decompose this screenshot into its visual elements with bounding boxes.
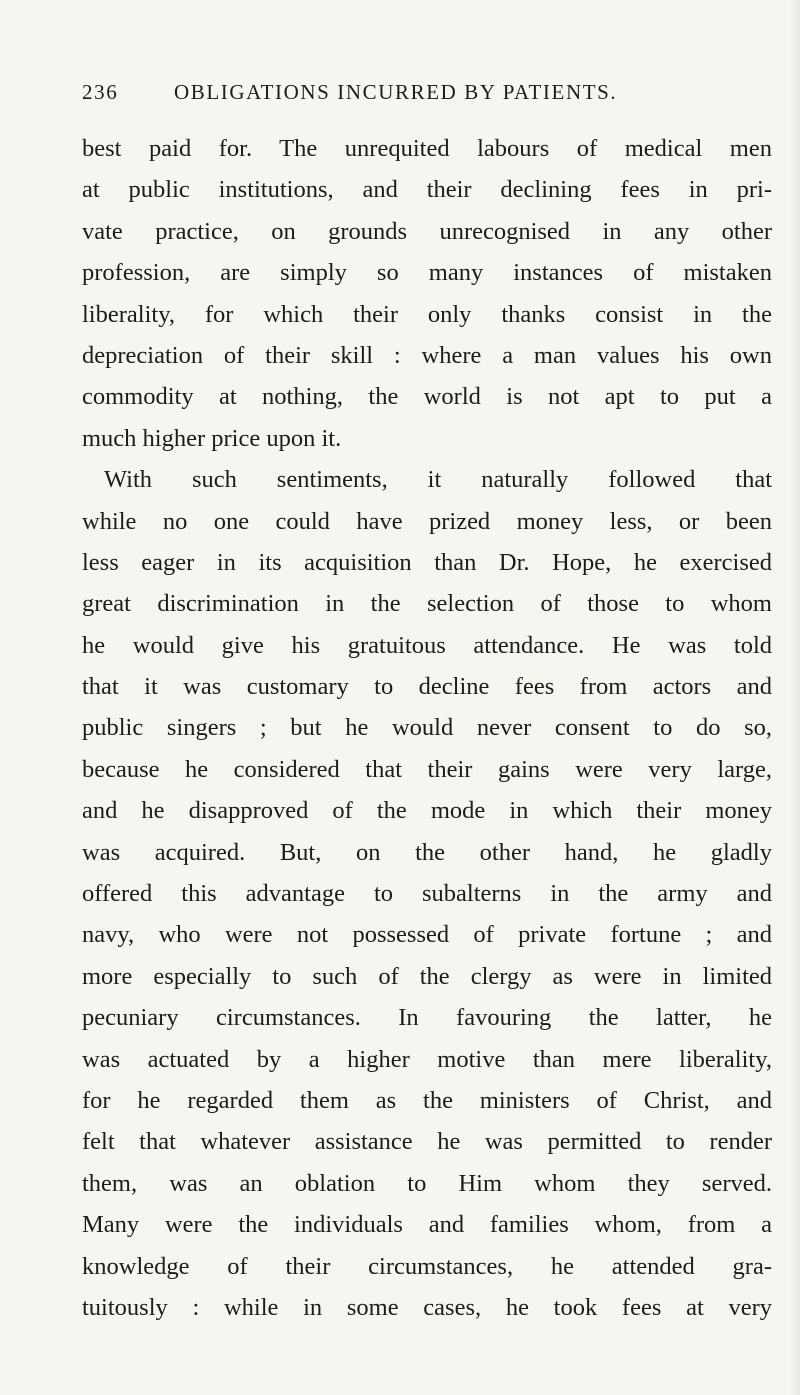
running-head-title: OBLIGATIONS INCURRED BY PATIENTS. [174,80,618,104]
text-line-paragraph-end: much higher price upon it. [82,424,342,452]
text-line: for he regarded them as the ministers of Christ, and [82,1086,772,1114]
text-line: because he considered that their gains were very large, [82,755,772,783]
text-line: vate practice, on grounds unrecognised in any other [82,217,772,245]
text-line: more especially to such of the clergy as were in limited [82,962,772,990]
text-line: commodity at nothing, the world is not apt to put a [82,383,772,411]
text-line: great discrimination in the selection of those to whom [82,590,772,618]
text-line: at public institutions, and their declining fees in pri- [82,176,772,204]
text-line: less eager in its acquisition than Dr. Hope, he exercised [82,548,772,576]
text-line: knowledge of their circumstances, he attended gra- [82,1252,772,1280]
text-line: offered this advantage to subalterns in the army and [82,880,772,908]
text-line: pecuniary circumstances. In favouring the latter, he [82,1004,772,1032]
text-line: navy, who were not possessed of private fortune ; and [82,921,772,949]
page-number: 236 [82,80,119,104]
text-line: and he disapproved of the mode in which their money [82,797,772,825]
text-line: that it was customary to decline fees from actors and [82,673,772,701]
text-line: while no one could have prized money less, or been [82,507,772,535]
running-head [82,80,772,120]
body-text [82,128,772,1328]
text-line: felt that whatever assistance he was permitted to render [82,1128,772,1156]
page-edge-shadow [790,0,800,1395]
text-line: liberality, for which their only thanks consist in the [82,300,772,328]
text-line: Many were the individuals and families whom, from a [82,1211,772,1239]
text-line: profession, are simply so many instances of mistaken [82,259,772,287]
text-line: was actuated by a higher motive than mere liberality, [82,1045,772,1073]
text-line: depreciation of their skill : where a man values his own [82,341,772,369]
text-line-paragraph-start: With such sentiments, it naturally followed that [104,466,772,494]
text-line: he would give his gratuitous attendance. He was told [82,631,772,659]
text-line: them, was an oblation to Him whom they served. [82,1169,772,1197]
text-line: best paid for. The unrequited labours of medical men [82,135,772,162]
text-line: tuitously : while in some cases, he took fees at very [82,1293,772,1321]
text-line: was acquired. But, on the other hand, he gladly [82,838,772,866]
text-line: public singers ; but he would never consent to do so, [82,714,772,742]
